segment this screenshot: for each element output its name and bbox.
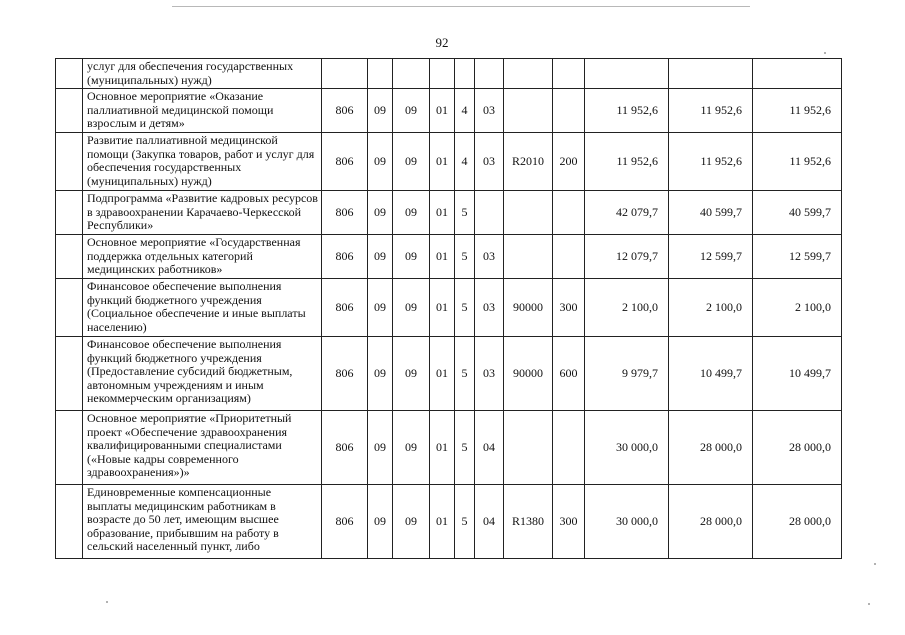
cell-expense-type: [553, 411, 585, 485]
cell-ministry-code: 806: [322, 337, 368, 411]
cell-direction-code: 90000: [504, 337, 553, 411]
cell-amount-2: 11 952,6: [669, 89, 753, 133]
cell-event-code: 04: [475, 485, 504, 559]
cell-expense-type: 300: [553, 485, 585, 559]
row-index-cell: [56, 279, 83, 337]
row-index-cell: [56, 191, 83, 235]
cell-ministry-code: [322, 59, 368, 89]
cell-section-code: 09: [368, 485, 393, 559]
cell-amount-3: 40 599,7: [753, 191, 842, 235]
row-name: услуг для обеспечения государственных (муниципальных) нужд): [83, 59, 322, 89]
cell-event-code: [475, 59, 504, 89]
cell-direction-code: [504, 235, 553, 279]
page-number: 92: [435, 35, 449, 50]
table-row: [56, 191, 842, 235]
cell-type-code: 01: [430, 279, 455, 337]
cell-event-code: 03: [475, 133, 504, 191]
cell-ministry-code: 806: [322, 235, 368, 279]
cell-amount-2: [669, 59, 753, 89]
cell-direction-code: R1380: [504, 485, 553, 559]
cell-direction-code: R2010: [504, 133, 553, 191]
cell-ministry-code: 806: [322, 485, 368, 559]
cell-section-code: 09: [368, 133, 393, 191]
cell-subprogram-code: 5: [455, 485, 475, 559]
cell-direction-code: 90000: [504, 279, 553, 337]
cell-ministry-code: 806: [322, 191, 368, 235]
scan-speck: [106, 601, 108, 603]
cell-amount-3: 12 599,7: [753, 235, 842, 279]
table-row: [56, 235, 842, 279]
row-name: Подпрограмма «Развитие кадровых ресурсов в здравоохранении Карачаево-Черкесской Республики»: [83, 191, 322, 235]
cell-amount-3: 11 952,6: [753, 89, 842, 133]
cell-type-code: 01: [430, 235, 455, 279]
cell-amount-1: 42 079,7: [585, 191, 669, 235]
table-row: [56, 485, 842, 559]
cell-ministry-code: 806: [322, 279, 368, 337]
cell-event-code: 03: [475, 89, 504, 133]
cell-amount-1: 12 079,7: [585, 235, 669, 279]
cell-direction-code: [504, 191, 553, 235]
cell-amount-1: 30 000,0: [585, 411, 669, 485]
row-index-cell: [56, 485, 83, 559]
cell-program-code: 09: [393, 411, 430, 485]
cell-event-code: [475, 191, 504, 235]
cell-type-code: 01: [430, 191, 455, 235]
row-index-cell: [56, 235, 83, 279]
cell-direction-code: [504, 89, 553, 133]
cell-type-code: 01: [430, 133, 455, 191]
cell-type-code: 01: [430, 411, 455, 485]
row-index-cell: [56, 133, 83, 191]
table-row: [56, 89, 842, 133]
cell-program-code: 09: [393, 133, 430, 191]
cell-amount-1: 11 952,6: [585, 133, 669, 191]
table-row: [56, 279, 842, 337]
cell-amount-3: 11 952,6: [753, 133, 842, 191]
row-index-cell: [56, 59, 83, 89]
cell-amount-2: 10 499,7: [669, 337, 753, 411]
cell-amount-2: 28 000,0: [669, 411, 753, 485]
cell-amount-3: 10 499,7: [753, 337, 842, 411]
cell-event-code: 03: [475, 235, 504, 279]
cell-section-code: [368, 59, 393, 89]
cell-ministry-code: 806: [322, 89, 368, 133]
cell-program-code: [393, 59, 430, 89]
cell-subprogram-code: 5: [455, 411, 475, 485]
cell-amount-3: 2 100,0: [753, 279, 842, 337]
cell-expense-type: 300: [553, 279, 585, 337]
row-name: Основное мероприятие «Оказание паллиативной медицинской помощи взрослым и детям»: [83, 89, 322, 133]
cell-amount-3: 28 000,0: [753, 485, 842, 559]
cell-event-code: 04: [475, 411, 504, 485]
cell-expense-type: [553, 191, 585, 235]
cell-program-code: 09: [393, 89, 430, 133]
cell-subprogram-code: 4: [455, 89, 475, 133]
cell-type-code: 01: [430, 485, 455, 559]
row-name: Развитие паллиативной медицинской помощи (Закупка товаров, работ и услуг для обеспечения государственных (муниципальных) нужд): [83, 133, 322, 191]
cell-section-code: 09: [368, 235, 393, 279]
table-row: [56, 337, 842, 411]
cell-subprogram-code: 4: [455, 133, 475, 191]
cell-subprogram-code: [455, 59, 475, 89]
cell-subprogram-code: 5: [455, 191, 475, 235]
cell-amount-3: 28 000,0: [753, 411, 842, 485]
cell-amount-1: [585, 59, 669, 89]
cell-program-code: 09: [393, 337, 430, 411]
cell-direction-code: [504, 59, 553, 89]
cell-program-code: 09: [393, 191, 430, 235]
row-name: Основное мероприятие «Приоритетный проект «Обеспечение здравоохранения квалифицированными специалистами («Новые кадры современного здравоохранения»)»: [83, 411, 322, 485]
cell-expense-type: 600: [553, 337, 585, 411]
page-top-rule: [172, 6, 750, 7]
scan-speck: [868, 603, 870, 605]
cell-section-code: 09: [368, 89, 393, 133]
row-index-cell: [56, 89, 83, 133]
scan-speck: [874, 563, 876, 565]
cell-expense-type: [553, 89, 585, 133]
cell-amount-1: 11 952,6: [585, 89, 669, 133]
cell-amount-2: 2 100,0: [669, 279, 753, 337]
budget-table: [55, 58, 842, 559]
cell-expense-type: [553, 235, 585, 279]
row-name: Финансовое обеспечение выполнения функций бюджетного учреждения (Социальное обеспечение и иные выплаты населению): [83, 279, 322, 337]
cell-amount-1: 9 979,7: [585, 337, 669, 411]
cell-amount-1: 30 000,0: [585, 485, 669, 559]
scan-speck: [824, 52, 826, 54]
cell-amount-2: 12 599,7: [669, 235, 753, 279]
row-index-cell: [56, 337, 83, 411]
cell-amount-2: 40 599,7: [669, 191, 753, 235]
cell-amount-2: 11 952,6: [669, 133, 753, 191]
table-row: [56, 59, 842, 89]
cell-event-code: 03: [475, 337, 504, 411]
cell-program-code: 09: [393, 485, 430, 559]
cell-section-code: 09: [368, 337, 393, 411]
cell-program-code: 09: [393, 279, 430, 337]
cell-amount-1: 2 100,0: [585, 279, 669, 337]
cell-section-code: 09: [368, 279, 393, 337]
cell-subprogram-code: 5: [455, 235, 475, 279]
cell-section-code: 09: [368, 191, 393, 235]
cell-expense-type: 200: [553, 133, 585, 191]
cell-section-code: 09: [368, 411, 393, 485]
cell-program-code: 09: [393, 235, 430, 279]
table-row: [56, 411, 842, 485]
cell-direction-code: [504, 411, 553, 485]
cell-amount-3: [753, 59, 842, 89]
table-row: [56, 133, 842, 191]
cell-expense-type: [553, 59, 585, 89]
row-index-cell: [56, 411, 83, 485]
cell-ministry-code: 806: [322, 411, 368, 485]
cell-amount-2: 28 000,0: [669, 485, 753, 559]
cell-ministry-code: 806: [322, 133, 368, 191]
cell-event-code: 03: [475, 279, 504, 337]
cell-subprogram-code: 5: [455, 337, 475, 411]
cell-type-code: 01: [430, 337, 455, 411]
row-name: Основное мероприятие «Государственная поддержка отдельных категорий медицинских работников»: [83, 235, 322, 279]
cell-type-code: 01: [430, 89, 455, 133]
row-name: Единовременные компенсационные выплаты медицинским работникам в возрасте до 50 лет, имеющим высшее образование, прибывшим на работу в сельский населенный пункт, либо: [83, 485, 322, 559]
cell-subprogram-code: 5: [455, 279, 475, 337]
cell-type-code: [430, 59, 455, 89]
row-name: Финансовое обеспечение выполнения функций бюджетного учреждения (Предоставление субсидий бюджетным, автономным учреждениям и иным некоммерческим организациям): [83, 337, 322, 411]
